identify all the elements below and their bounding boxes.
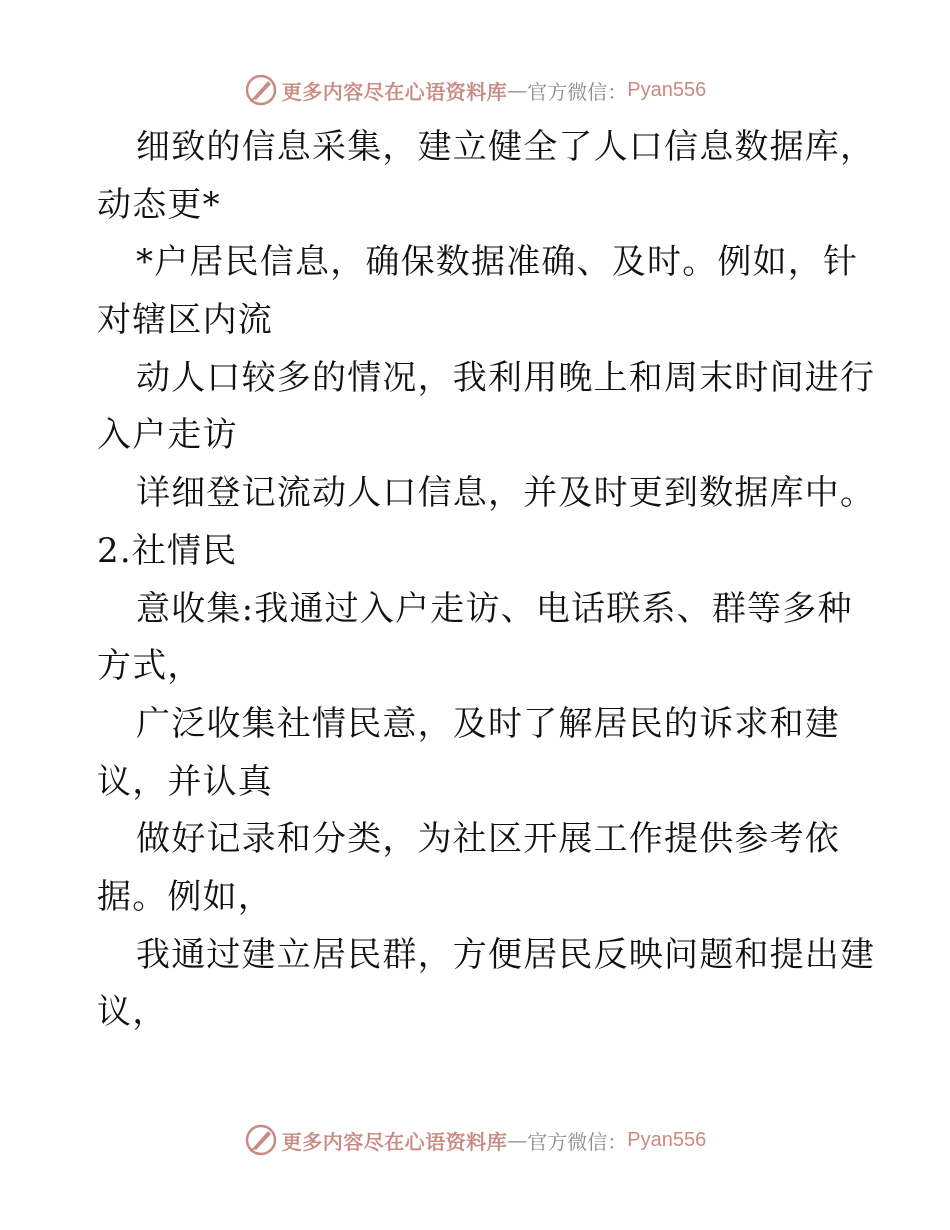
text-line: 对辖区内流 (97, 300, 273, 341)
watermark-dash: — (507, 78, 528, 102)
text-line: 方式， (97, 646, 203, 687)
text-line: 据。例如， (97, 876, 273, 917)
text-line: 意收集:我通过入户走访、电话联系、群等多种 (136, 588, 853, 629)
watermark-text: 更多内容尽在心语资料库 (281, 1129, 508, 1154)
text-line: 详细登记流动人口信息，并及时更到数据库中。 (136, 473, 876, 514)
text-line: 动人口较多的情况，我利用晚上和周末时间进行 (136, 357, 876, 398)
text-line: 议，并认真 (97, 761, 273, 802)
watermark-id: Pyan556 (627, 78, 707, 101)
text-line: 议， (97, 992, 168, 1033)
watermark-id: Pyan556 (627, 1128, 707, 1151)
text-line: 做好记录和分类，为社区开展工作提供参考依 (136, 819, 840, 860)
quill-logo-icon (244, 73, 278, 107)
watermark-dash: — (507, 1128, 528, 1152)
text-line: 2.社情民 (97, 530, 238, 571)
footer-watermark (0, 1120, 950, 1160)
watermark-label: 官方微信： (527, 1129, 628, 1154)
text-line: 入户走访 (97, 415, 238, 456)
header-watermark (0, 70, 950, 110)
text-line: 细致的信息采集，建立健全了人口信息数据库， (136, 127, 876, 167)
document-body (97, 119, 876, 1042)
text-line: 我通过建立居民群，方便居民反映问题和提出建 (136, 934, 876, 975)
quill-logo-icon (244, 1123, 278, 1157)
watermark-label: 官方微信： (527, 79, 628, 104)
watermark-text: 更多内容尽在心语资料库 (281, 79, 508, 104)
text-line: *户居民信息，确保数据准确、及时。例如，针 (136, 242, 859, 283)
text-line: 广泛收集社情民意，及时了解居民的诉求和建 (136, 703, 840, 744)
text-line: 动态更* (97, 184, 221, 225)
